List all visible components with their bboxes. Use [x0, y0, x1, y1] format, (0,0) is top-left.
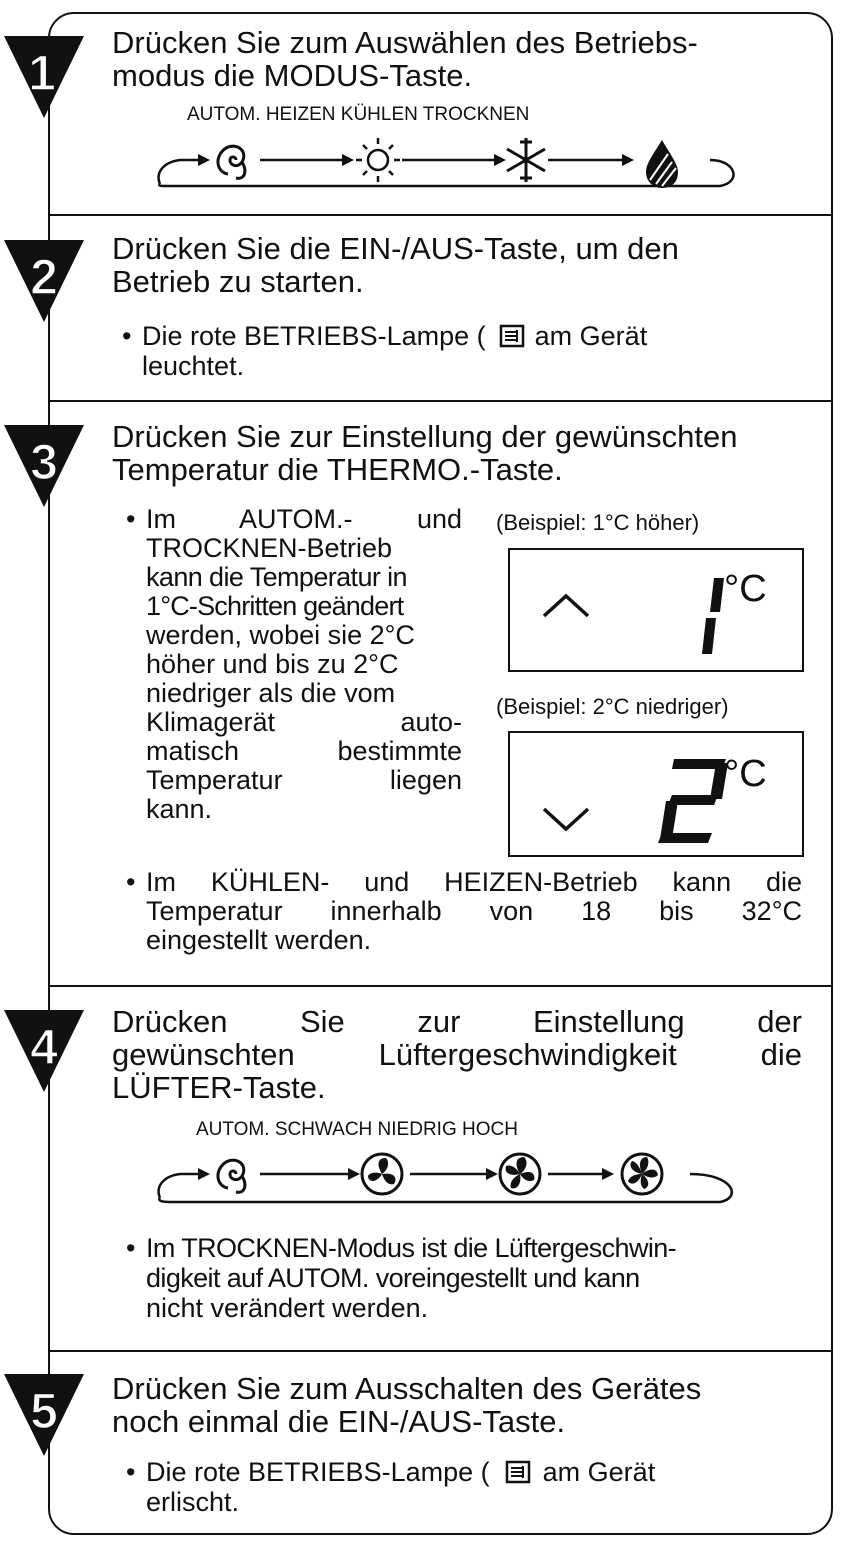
- lcd-digit-two: [652, 755, 732, 847]
- fan-labels: AUTOM. SCHWACH NIEDRIG HOCH: [196, 1119, 518, 1140]
- step-3-heading-line-2: Temperatur die THERMO.-Taste.: [112, 452, 563, 487]
- step-5-bullet-text-a: Die rote BETRIEBS-Lampe (: [146, 1457, 490, 1487]
- step-2-bullet-text-a: Die rote BETRIEBS-Lampe (: [142, 321, 486, 351]
- step-3-bullet-1-line: höher und bis zu 2°C: [146, 649, 399, 679]
- step-3-bullet-1-line: TROCKNEN-Betrieb: [146, 533, 393, 563]
- step-5-heading-line-1: Drücken Sie zum Ausschalten des Gerätes: [112, 1371, 702, 1406]
- step-4-bullet-line: digkeit auf AUTOM. voreingestellt und kann: [146, 1263, 640, 1293]
- step-3-bullet-1-line: Temperatur liegen: [146, 765, 462, 795]
- step-3-bullet-1-line: Im AUTOM.- und: [146, 504, 462, 534]
- step-5-bullet-text-c: erlischt.: [146, 1487, 240, 1517]
- lcd-unit-up: °C: [724, 568, 767, 610]
- example-up-label: (Beispiel: 1°C höher): [496, 510, 700, 535]
- step-5-marker: [2, 1366, 86, 1458]
- step-2-heading: [112, 232, 802, 298]
- step-2-number: 2: [30, 249, 58, 305]
- step-5-number: 5: [30, 1383, 58, 1439]
- step-4-heading-line-2: gewünschten Lüftergeschwindigkeit die: [112, 1037, 802, 1072]
- step-2-heading-line-2: Betrieb zu starten.: [112, 264, 364, 299]
- bullet-dot: •: [126, 1457, 136, 1487]
- operation-lamp-icon: [499, 324, 525, 348]
- step-3-bullet-1-line: niedriger als die vom: [146, 678, 396, 708]
- bullet-dot: •: [122, 321, 132, 351]
- step-1-heading: [112, 26, 802, 92]
- drop-icon: [646, 140, 678, 188]
- step-3-bullet-1-line: kann die Temperatur in: [146, 562, 407, 592]
- bullet-dot: •: [126, 867, 136, 897]
- divider-1: [48, 214, 833, 216]
- step-1-marker: [2, 28, 86, 120]
- step-1-number: 1: [28, 45, 56, 101]
- step-3-bullet-1-line: Klimagerät auto-: [146, 707, 462, 737]
- step-3-bullet-1-line: 1°C-Schritten geändert: [146, 591, 404, 621]
- fan-cycle: [150, 1142, 750, 1214]
- lcd-display-up: [508, 548, 804, 672]
- step-5-heading: [112, 1372, 802, 1438]
- step-3-bullet-1-line: werden, wobei sie 2°C: [146, 620, 415, 650]
- step-4-bullet: [126, 1233, 802, 1323]
- step-3-heading: [112, 420, 802, 486]
- step-3-bullet-1-line: matisch bestimmte: [146, 736, 462, 766]
- step-3-number: 3: [30, 434, 58, 490]
- step-2-bullet: [122, 321, 802, 381]
- divider-4: [48, 1350, 833, 1352]
- fan-low-icon: [362, 1154, 402, 1194]
- step-4-number: 4: [30, 1019, 58, 1075]
- step-4-heading-line-3: LÜFTER-Taste.: [112, 1070, 326, 1105]
- step-3-marker: [2, 417, 86, 509]
- divider-2: [48, 400, 833, 402]
- divider-3: [48, 985, 833, 987]
- lcd-digit-one: [686, 574, 728, 658]
- step-5-bullet-text-b: am Gerät: [542, 1457, 656, 1487]
- lcd-unit-down: °C: [724, 753, 767, 795]
- bullet-dot: •: [126, 504, 136, 534]
- step-3-bullet-2-line: eingestellt werden.: [146, 925, 372, 955]
- step-3-bullet-2-line: Im KÜHLEN- und HEIZEN-Betrieb kann die: [146, 867, 802, 897]
- operation-lamp-icon: [505, 1460, 531, 1484]
- fan-medium-icon: [500, 1154, 540, 1194]
- step-4-heading: [112, 1005, 802, 1104]
- auto-swirl-icon: [218, 146, 245, 178]
- example-down-label: (Beispiel: 2°C niedriger): [496, 694, 729, 719]
- step-2-bullet-text-c: leuchtet.: [142, 351, 245, 381]
- step-2-marker: [2, 232, 86, 324]
- up-arrow-icon: [538, 586, 594, 626]
- step-3-bullet-1-line: kann.: [146, 794, 213, 824]
- mode-cycle: [150, 128, 750, 200]
- step-1-heading-line-2: modus die MODUS-Taste.: [112, 58, 473, 93]
- snowflake-icon: [507, 138, 545, 182]
- step-2-heading-line-1: Drücken Sie die EIN-/AUS-Taste, um den: [112, 231, 679, 266]
- fan-high-icon: [622, 1154, 662, 1194]
- step-4-heading-line-1: Drücken Sie zur Einstellung der: [112, 1004, 802, 1039]
- sun-icon: [356, 138, 400, 182]
- bullet-dot: •: [126, 1233, 136, 1263]
- step-2-bullet-text-b: am Gerät: [534, 321, 648, 351]
- auto-swirl-icon: [218, 1160, 245, 1192]
- step-3-bullet-2: [126, 867, 802, 955]
- step-4-marker: [2, 1002, 86, 1094]
- step-1-heading-line-1: Drücken Sie zum Auswählen des Betriebs-: [112, 25, 698, 60]
- down-arrow-icon: [538, 799, 594, 839]
- step-5-heading-line-2: noch einmal die EIN-/AUS-Taste.: [112, 1404, 566, 1439]
- step-3-heading-line-1: Drücken Sie zur Einstellung der gewünschten: [112, 419, 738, 454]
- mode-labels: AUTOM. HEIZEN KÜHLEN TROCKNEN: [187, 104, 530, 125]
- lcd-display-down: [508, 731, 804, 857]
- step-3-bullet-1: [126, 504, 462, 824]
- step-4-bullet-line: nicht verändert werden.: [146, 1293, 429, 1323]
- step-5-bullet: [126, 1457, 802, 1517]
- step-4-bullet-line: Im TROCKNEN-Modus ist die Lüftergeschwin-: [146, 1233, 677, 1263]
- step-3-bullet-2-line: Temperatur innerhalb von 18 bis 32°C: [146, 896, 802, 926]
